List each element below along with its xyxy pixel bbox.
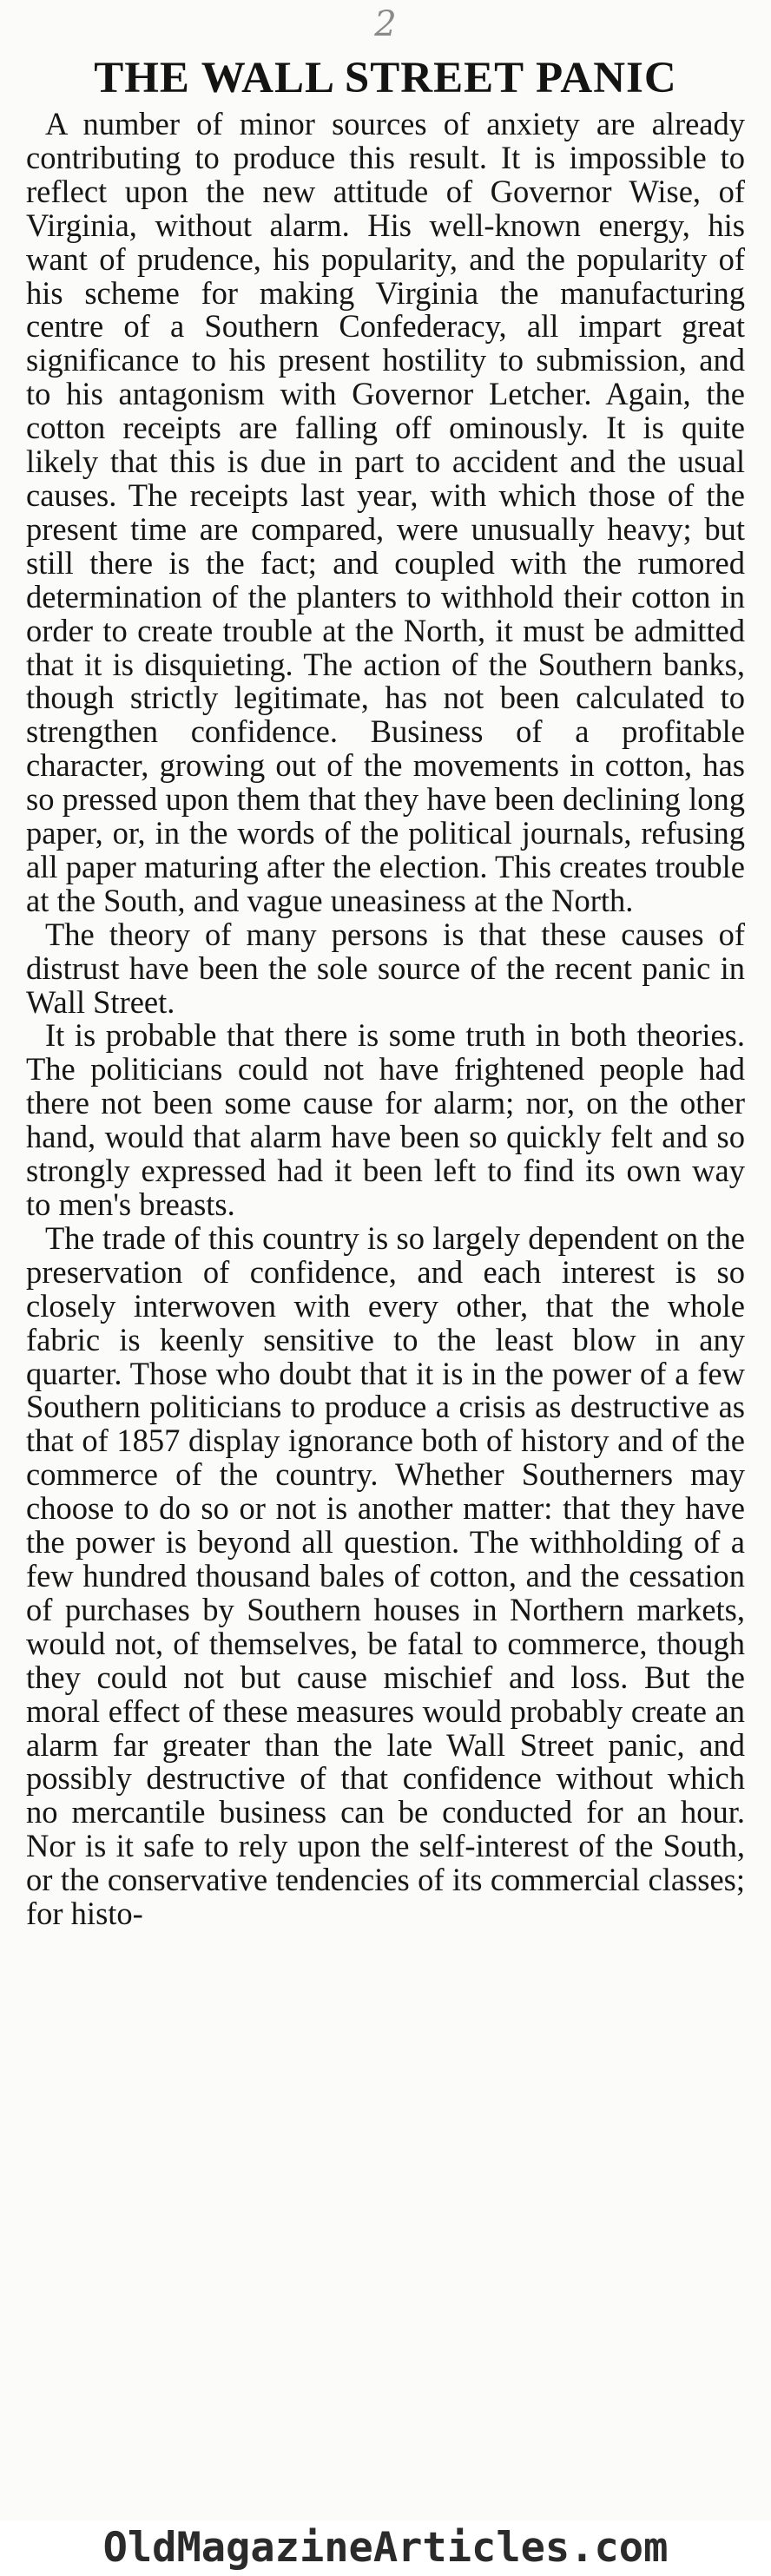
paragraph: A number of minor sources of anxiety are already contributing to produce this result. It is impossible to reflect upon the new attitude of Governor Wise, of Virginia, without alarm. His well-known energy, his want of prudence, his popularity, and the popularity of his scheme for making Virginia the manufacturing centre of a Southern Confederacy, all impart great significance to his present hostility to submission, and to his antagonism with Governor Letcher. Again, the cotton receipts are falling off ominously. It is quite likely that this is due in part to accident and the usual causes. The receipts last year, with which those of the present time are compared, were unusually heavy; but still there is the fact; and coupled with the rumored determination of the planters to withhold their cotton in order to create trouble at the North, it must be admitted that it is disquieting. The action of the Southern banks, though strictly legitimate, has not been calculated to strengthen confidence. Business of a profitable character, growing out of the movements in cotton, has so pressed upon them that they have been declining long paper, or, in the words of the political journals, refusing all paper maturing after the election. This creates trouble at the South, and vague uneasiness at the North. bbox=[26, 106, 745, 918]
paragraph: The trade of this country is so largely dependent on the preservation of confidence, and each interest is so closely interwoven with every other, that the whole fabric is keenly sensitive to the least blow in any quarter. Those who doubt that it is in the power of a few Southern politicians to produce a crisis as destructive as that of 1857 display ignorance both of history and of the commerce of the country. Whether Southerners may choose to do so or not is another matter: that they have the power is beyond all question. The withholding of a few hundred thousand bales of cotton, and the cessation of purchases by Southern houses in Northern markets, would not, of themselves, be fatal to commerce, though they could not but cause mischief and loss. But the moral effect of these measures would probably create an alarm far greater than the late Wall Street panic, and possibly destructive of that confidence without which no mercantile business can be conducted for an hour. Nor is it safe to rely upon the self-interest of the South, or the conservative tendencies of its commercial classes; for histo- bbox=[26, 1219, 745, 1932]
site-watermark: OldMagazineArticles.com bbox=[102, 2524, 669, 2572]
paragraph: The theory of many persons is that these causes of distrust have been the sole source of the recent panic in Wall Street. bbox=[26, 916, 745, 1020]
article-body bbox=[26, 108, 745, 1931]
page-number: 2 bbox=[374, 4, 397, 44]
paragraph: It is probable that there is some truth in both theories. The politicians could not have frightened people had there not been some cause for alarm; nor, on the other hand, would that alarm have been so quickly felt and so strongly expressed had it been left to find its own way to men's breasts. bbox=[26, 1017, 745, 1222]
article-title: THE WALL STREET PANIC bbox=[94, 54, 677, 102]
